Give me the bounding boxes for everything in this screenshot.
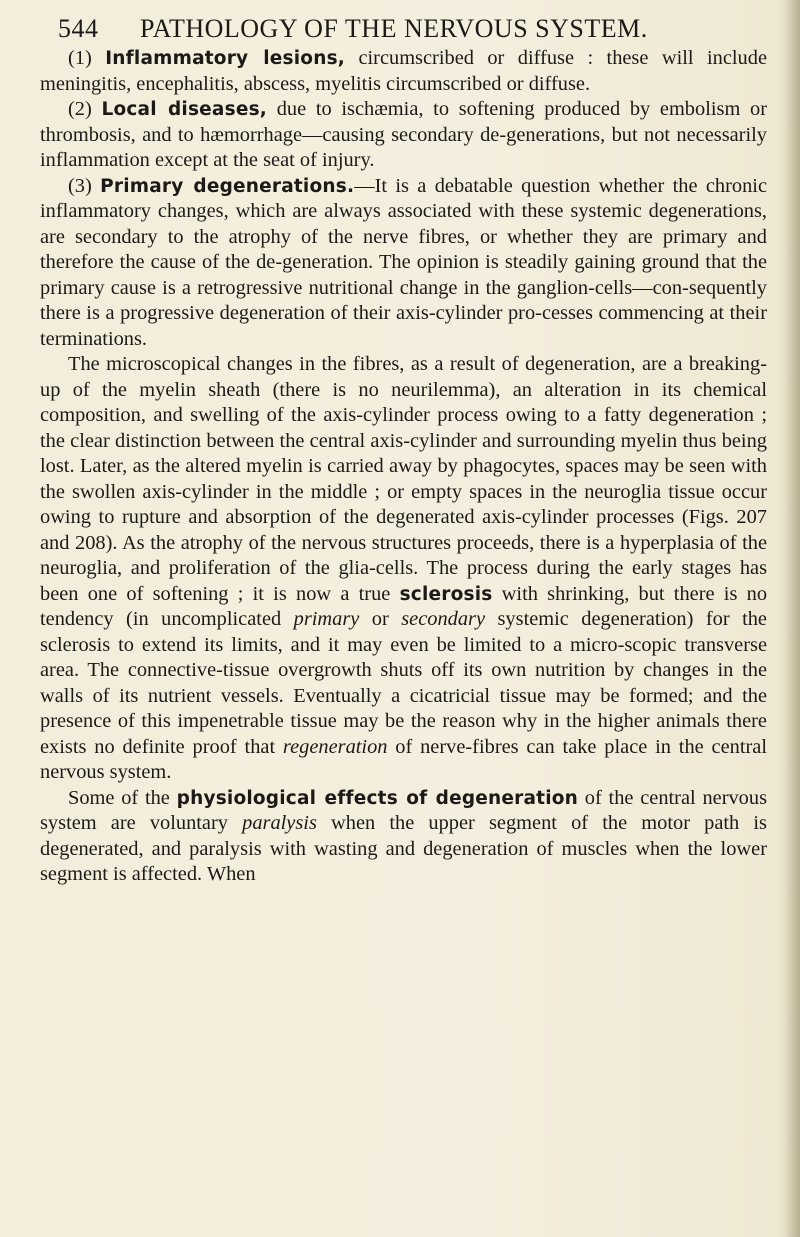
body-text bbox=[40, 46, 767, 888]
running-title: PATHOLOGY OF THE NERVOUS SYSTEM. bbox=[140, 14, 648, 43]
running-header bbox=[58, 14, 758, 48]
page-number: 544 bbox=[58, 14, 99, 43]
paragraph-inflammatory-lesions bbox=[40, 46, 767, 97]
page-edge-shadow bbox=[786, 0, 800, 1237]
paragraph-text: circumscribed or diffuse : these will include meningitis, encephalitis, abscess, myelitis circumscribed or diffuse. bbox=[40, 47, 767, 95]
list-marker: (3) bbox=[68, 174, 101, 197]
paragraph-text: of the central nervous system are voluntary bbox=[40, 786, 768, 834]
keyword: Local diseases, bbox=[101, 99, 268, 120]
keyword: Inflammatory lesions, bbox=[105, 48, 346, 69]
italic-term: secondary bbox=[401, 608, 486, 630]
paragraph-text: The microscopical changes in the fibres, as a result of degeneration, are a breaking-up of the myelin sheath (there is no neurilemma), an alteration in its chemical composition, and swelling of the axis-cylinder process owing to a fatty degeneration ; the clear distinction between the central axis-cylinder and surrounding myelin thus being lost. Later, as the altered myelin is carried away by phagocytes, spaces may be seen with the swollen axis-cylinder in the middle ; or empty spaces in the neuroglia tissue occur owing to rupture and absorption of the degenerated axis-cylinder processes (Figs. 207 and 208). As the atrophy of the nervous structures proceeds, there is a hyperplasia of the neuroglia, and proliferation of the glia-cells. The process during the early stages has been one of softening ; it is now a true bbox=[40, 353, 767, 605]
paragraph-text: —It is a debatable question whether the chronic inflammatory changes, which are always associated with these systemic degenerations, are secondary to the atrophy of the nerve fibres, or whether they are primary and therefore the cause of the de-generation. The opinion is steadily gaining ground that the primary cause is a retrogressive nutritional change in the ganglion-cells—con-sequently there is a progressive degeneration of their axis-cylinder pro-cesses commencing at their terminations. bbox=[40, 174, 767, 350]
paragraph-text: of nerve-fibres can take place in the central nervous system. bbox=[40, 735, 767, 783]
paragraph-local-diseases bbox=[40, 97, 767, 174]
keyword: physiological effects of degeneration bbox=[176, 787, 579, 809]
paragraph-physiological-effects bbox=[40, 786, 767, 888]
italic-term: regeneration bbox=[282, 735, 388, 758]
keyword: Primary degenerations. bbox=[100, 175, 355, 197]
paragraph-text: systemic degeneration) for the sclerosis to extend its limits, and it may even be limited to a micro-scopic transverse area. The connective-tissue overgrowth shuts off its own nutrition by changes in the walls of its nutrient vessels. Eventually a cicatricial tissue may be formed; and the presence of this impenetrable tissue may be the reason why in the higher animals there exists no definite proof that bbox=[40, 608, 767, 758]
list-marker: (1) bbox=[68, 47, 106, 69]
paragraph-text: Some of the bbox=[68, 786, 177, 809]
keyword: sclerosis bbox=[399, 583, 493, 605]
paragraph-text: with shrinking, but there is no tendency (in uncomplicated bbox=[40, 582, 768, 630]
italic-term: paralysis bbox=[242, 812, 317, 834]
paragraph-primary-degenerations bbox=[40, 174, 767, 353]
paragraph-text: due to ischæmia, to softening produced by embolism or thrombosis, and to hæmorrhage—causing secondary de-generations, but not necessarily inflammation except at the seat of injury. bbox=[40, 98, 767, 171]
italic-term: primary bbox=[293, 608, 360, 630]
list-marker: (2) bbox=[68, 98, 102, 120]
paragraph-text: when the upper segment of the motor path is degenerated, and paralysis with wasting and degeneration of muscles when the lower segment is affected. When bbox=[40, 812, 767, 885]
paragraph-microscopical-changes bbox=[40, 352, 767, 786]
paragraph-text: or bbox=[359, 608, 402, 630]
